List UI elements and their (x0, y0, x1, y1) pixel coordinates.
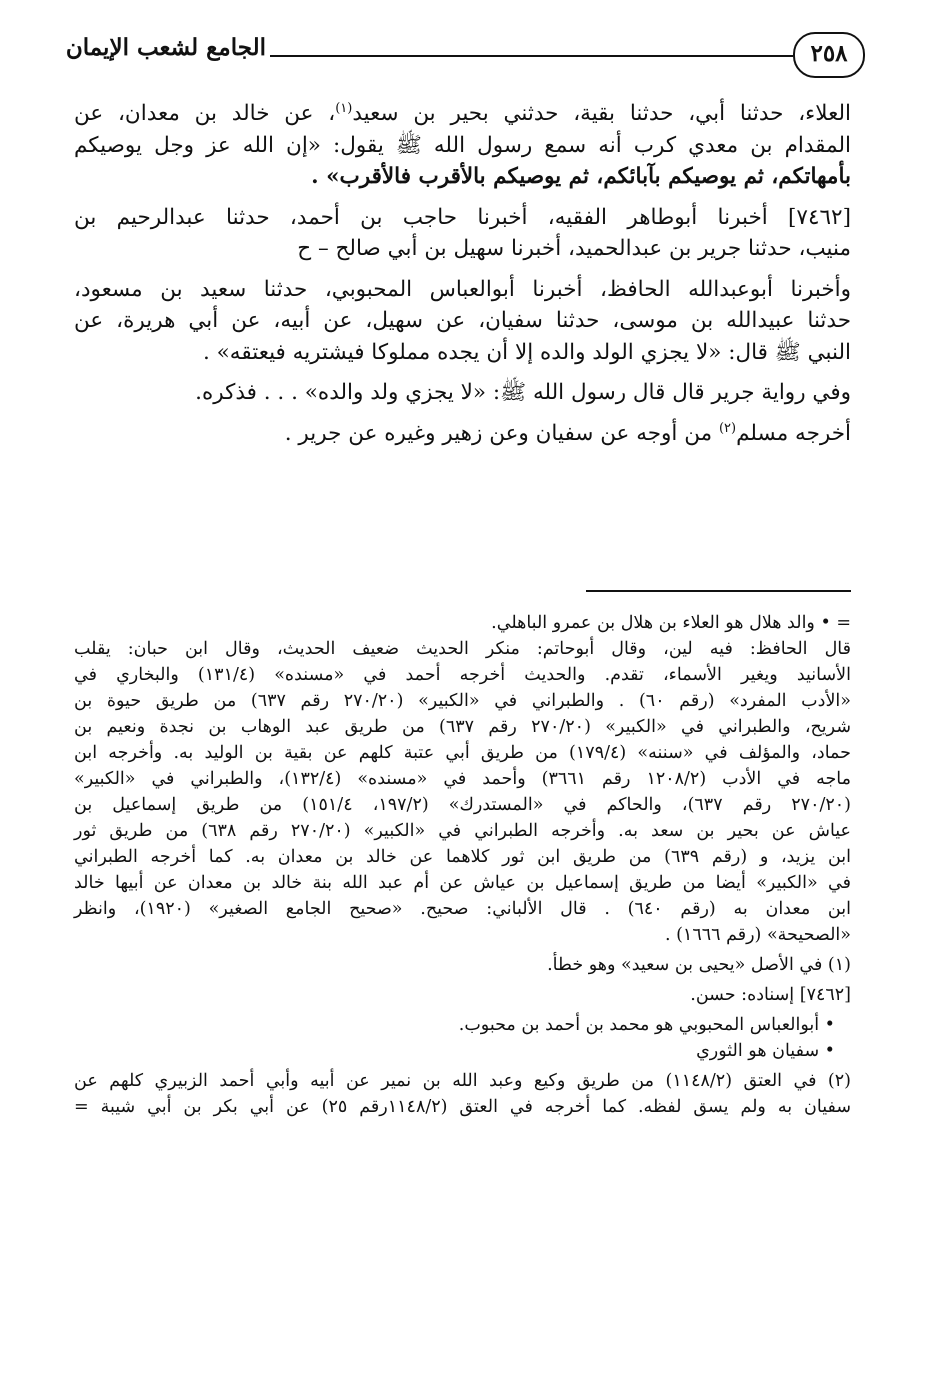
footnote-line: في «الكبير» أيضا من طريق إسماعيل بن عياش عن أم عبد الله بنة خالد بن معدان عن أبيها خالد (74, 873, 851, 893)
footnote-line: (١) في الأصل «يحيى بن سعيد» وهو خطأ. (547, 955, 851, 975)
footnote-line: (٢٧٠/٢٠ رقم ٦٣٧)، والحاكم في «المستدرك» (١٩٧/٢، ١٥١/٤) من طريق إسماعيل بن (74, 795, 851, 815)
text-line: وأخبرنا أبوعبدالله الحافظ، أخبرنا أبوالعباس المحبوبي، حدثنا سعيد بن مسعود، (74, 276, 851, 302)
header-rule (270, 55, 793, 57)
running-title: الجامع لشعب الإيمان (65, 34, 266, 61)
text-line: المقدام بن معدي كرب أنه سمع رسول الله ﷺ يقول: «إن الله عز وجل يوصيكم (74, 132, 851, 158)
footnote-line: ابن يزيد، و (رقم ٦٣٩) من طريق ابن ثور كلاهما عن خالد بن معدان به. كما أخرجه الطبراني (74, 847, 852, 867)
footnote-line: عياش عن بحير بن سعد به. وأخرجه الطبراني في «الكبير» (٢٧٠/٢٠ رقم ٦٣٨) من طريق ثور (74, 821, 851, 841)
footnote-line: ابن معدان به (رقم ٦٤٠) . قال الألباني: صحيح. «صحيح الجامع الصغير» (١٩٢٠)، وانظر (74, 899, 851, 919)
footnote-line: • سفيان هو الثوري (696, 1041, 835, 1061)
text-line: العلاء، حدثنا أبي، حدثنا بقية، حدثني بحير بن سعيد$^{(١)}$، عن خالد بن معدان، عن (74, 100, 852, 126)
footnote-line: سفيان به ولم يسق لفظه. كما أخرجه في العتق (١١٤٨/٢رقم ٢٥) عن أبي بكر بن أبي شيبة = (74, 1097, 852, 1117)
footnote-line: = • والد هلال هو العلاء بن هلال بن عمرو الباهلي. (491, 613, 851, 633)
footnote-line: • أبوالعباس المحبوبي هو محمد بن أحمد بن محبوب. (458, 1015, 835, 1035)
footnote-line: شريح، والطبراني في «الكبير» (٢٧٠/٢٠ رقم ٦٣٧) من طريق عبد الوهاب بن نجدة ونعيم بن (74, 717, 851, 737)
text-line: بأمهاتكم، ثم يوصيكم بآبائكم، ثم يوصيكم بالأقرب فالأقرب» . (311, 164, 851, 189)
footnote-line: «الصحيحة» (رقم ١٦٦٦) . (664, 925, 851, 945)
footnote-line: الأسانيد ويغير الأسماء، تقدم. والحديث أخرجه أحمد في «مسنده» (١٣١/٤) والبخاري في (74, 665, 852, 685)
footnote-line: حماد، والمؤلف في «سننه» (١٧٩/٤) من طريق أبي عتبة كلهم عن بقية بن الوليد به. وأخرجه ابن (74, 743, 851, 763)
footnote-ref: (٢) (718, 420, 737, 436)
footnote-line: [٧٤٦٢] إسناده: حسن. (690, 985, 851, 1005)
footnote-line: ماجه في الأدب (١٢٠٨/٢ رقم ٣٦٦١) وأحمد في «مسنده» (١٣٢/٤)، والطبراني في «الكبير» (74, 769, 852, 789)
footnote-line: قال الحافظ: فيه لين، وقال أبوحاتم: منكر الحديث ضعيف الحديث، وقال ابن حبان: يقلب (74, 639, 851, 659)
text-line: أخرجه مسلم$^{(٢)}$ من أوجه عن سفيان وعن زهير وغيره عن جرير . (284, 420, 851, 446)
text-line: [٧٤٦٢] أخبرنا أبوطاهر الفقيه، أخبرنا حاجب بن أحمد، حدثنا عبدالرحيم بن (74, 204, 851, 230)
page-number-badge: ٢٥٨ (793, 32, 865, 78)
footnote-line: (٢) في العتق (١١٤٨/٢) من طريق وكيع وعبد الله بن نمير عن أبيه وأبي أحمد الزبيري كلهم عن (74, 1071, 851, 1091)
text-line: وفي رواية جرير قال قال رسول الله ﷺ: «لا يجزي ولد والده» . . . فذكره. (195, 380, 851, 405)
footnote-separator (586, 590, 851, 592)
text-line: حدثنا عبيدالله بن موسى، حدثنا سفيان، عن سهيل، عن أبيه، عن أبي هريرة، عن (74, 308, 851, 333)
footnotes (74, 610, 851, 1120)
footnote-line: «الأدب المفرد» (رقم ٦٠) . والطبراني في «الكبير» (٢٧٠/٢٠ رقم ٦٣٧) من طريق حيوة بن (74, 691, 852, 711)
main-text (74, 98, 851, 449)
page-header (65, 28, 865, 82)
footnote-ref: (١) (335, 100, 353, 116)
text-line: منيب، حدثنا جرير بن عبدالحميد، أخبرنا سهيل بن أبي صالح – ح (297, 236, 851, 261)
text-line: النبي ﷺ قال: «لا يجزي الولد والده إلا أن يجده مملوكا فيشتريه فيعتقه» . (202, 339, 851, 365)
